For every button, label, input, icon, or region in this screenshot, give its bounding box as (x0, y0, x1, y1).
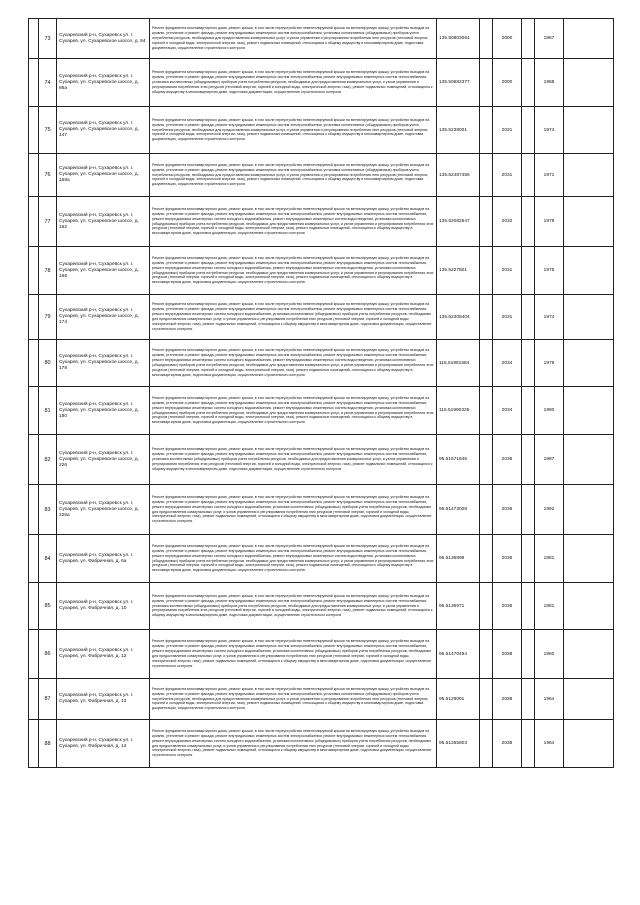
blank-cell (522, 485, 535, 535)
blank-cell (522, 583, 535, 630)
works-description-cell: Ремонт фундамента многоквартирного дома, ремонт крыши, в том числе переустройство невентилируемой крыши на вентилируемую крышу, устройство выходов на кровлю, утепление и ремонт фасада, ремонт внутридомовых инженерных систем электроснабжения, установка коллективных (общедомовых) приборов учета потребления ресурсов, необходимых для предоставления коммунальных услуг, и узлов управления и регулирования потребления этих ресурсов (тепловой энергии, горячей и холодной воды, электрической энергии, газа), ремонт подвальных помещений, относящихся к общему имуществу в многоквартирном доме, подготовка документации, осуществление строительного контроля (150, 19, 437, 59)
blank-cell (480, 435, 493, 485)
area-cell: 115.51990325 (437, 387, 480, 435)
planned-year-cell: 2000 (493, 19, 522, 59)
row-number: 82 (39, 435, 57, 485)
planned-year-cell: 2032 (493, 197, 522, 247)
table-row (29, 340, 614, 387)
table-row (29, 387, 614, 435)
blank-cell (522, 197, 535, 247)
blank-cell (480, 583, 493, 630)
blank-cell (522, 340, 535, 387)
address-cell: Сухаревский р-н, Сухаревск ул. г. Сухарев, ул. Сухаревское шоссе, д. 86а (57, 59, 150, 107)
area-cell: 135.5227801 (437, 247, 480, 295)
works-description-cell: Ремонт фундамента многоквартирного дома, ремонт крыши, в том числе переустройство невентилируемой крыши на вентилируемую крышу, устройство выходов на кровлю, утепление и ремонт фасада, ремонт внутридомовых инженерных систем электроснабжения, ремонт внутридомовых инженерных систем теплоснабжения, ремонт внутридомовых инженерных систем холодного водоснабжения, установка коллективных (общедомовых) приборов учета потребления ресурсов, необходимых для предоставления коммунальных услуг, и узлов управления и регулирования потребления этих ресурсов (тепловой энергии, горячей и холодной воды, электрической энергии, газа), ремонт подвальных помещений, относящихся к общему имуществу в многоквартирном доме, подготовка документации, осуществление строительного контроля (150, 295, 437, 340)
address-cell: Сухаревский р-н, Сухаревск ул. г. Сухарев, ул. Сухаревское шоссе, д. 180 (57, 387, 150, 435)
left-margin-cell (29, 720, 39, 768)
address-cell: Сухаревский р-н, Сухаревск ул. г. Сухарев, ул. Фабричная, д. 13 (57, 679, 150, 720)
works-description-cell: Ремонт фундамента многоквартирного дома, ремонт крыши, в том числе переустройство невентилируемой крыши на вентилируемую крышу, устройство выходов на кровлю, утепление и ремонт фасада, ремонт внутридомовых инженерных систем электроснабжения, установка коллективных (общедомовых) приборов учета потребления ресурсов, необходимых для предоставления коммунальных услуг, и узлов управления и регулирования потребления этих ресурсов (тепловой энергии, горячей и холодной воды, электрической энергии, газа), ремонт подвальных помещений, относящихся к общему имуществу в многоквартирном доме, подготовка документации, осуществление строительного контроля (150, 154, 437, 197)
blank-cell (564, 387, 614, 435)
area-cell: 95.51473008 (437, 485, 480, 535)
row-number: 75 (39, 107, 57, 154)
blank-cell (522, 59, 535, 107)
table-row (29, 59, 614, 107)
planned-year-cell: 2036 (493, 583, 522, 630)
row-number: 88 (39, 720, 57, 768)
left-margin-cell (29, 340, 39, 387)
address-cell: Сухаревский р-н, Сухаревск ул. г. Сухарев, ул. Сухаревское шоссе, д. 174 (57, 295, 150, 340)
planned-year-cell: 2038 (493, 679, 522, 720)
works-description-cell: Ремонт фундамента многоквартирного дома, ремонт крыши, в том числе переустройство невентилируемой крыши на вентилируемую крышу, устройство выходов на кровлю, утепление и ремонт фасада, ремонт внутридомовых инженерных систем электроснабжения, ремонт внутридомовых инженерных систем теплоснабжения, установка коллективных (общедомовых) приборов учета потребления ресурсов, необходимых для предоставления коммунальных услуг, и узлов управления и регулирования потребления этих ресурсов (тепловой энергии, горячей и холодной воды, электрической энергии, газа), ремонт подвальных помещений, относящихся к общему имуществу в многоквартирном доме, подготовка документации, осуществление строительного контроля (150, 59, 437, 107)
planned-year-cell: 2034 (493, 387, 522, 435)
blank-cell (480, 387, 493, 435)
built-year-cell: 1979 (535, 340, 564, 387)
address-cell: Сухаревский р-н, Сухаревск ул. г. Сухарев, ул. Фабричная, д. 12 (57, 630, 150, 679)
row-number: 73 (39, 19, 57, 59)
blank-cell (480, 19, 493, 59)
built-year-cell: 1974 (535, 295, 564, 340)
area-cell: 135.5238001 (437, 107, 480, 154)
address-cell: Сухаревский р-н, Сухаревск ул. г. Сухарев, ул. Фабричная, д. 6а (57, 535, 150, 583)
planned-year-cell: 2031 (493, 247, 522, 295)
left-margin-cell (29, 59, 39, 107)
blank-cell (522, 435, 535, 485)
row-number: 79 (39, 295, 57, 340)
address-cell: Сухаревский р-н, Сухаревск ул. г. Сухарев, ул. Сухаревское шоссе, д. 178 (57, 340, 150, 387)
row-number: 83 (39, 485, 57, 535)
address-cell: Сухаревский р-н, Сухаревск ул. г. Сухарев, ул. Сухаревское шоссе, д. 158а (57, 154, 150, 197)
row-number: 74 (39, 59, 57, 107)
blank-cell (564, 295, 614, 340)
address-cell: Сухаревский р-н, Сухаревск ул. г. Сухарев, ул. Фабричная, д. 14 (57, 720, 150, 768)
built-year-cell: 1992 (535, 485, 564, 535)
table-row (29, 679, 614, 720)
table-row (29, 19, 614, 59)
area-cell: 115.51981584 (437, 340, 480, 387)
row-number: 77 (39, 197, 57, 247)
table-row (29, 583, 614, 630)
left-margin-cell (29, 679, 39, 720)
planned-year-cell: 2031 (493, 295, 522, 340)
works-description-cell: Ремонт фундамента многоквартирного дома, ремонт крыши, в том числе переустройство невентилируемой крыши на вентилируемую крышу, устройство выходов на кровлю, утепление и ремонт фасада, ремонт внутридомовых инженерных систем электроснабжения, ремонт внутридомовых инженерных систем теплоснабжения, ремонт внутридомовых инженерных систем холодного водоснабжения, ремонт внутридомовых инженерных систем водоотведения, установка коллективных (общедомовых) приборов учета потребления ресурсов, необходимых для предоставления коммунальных услуг, и узлов управления и регулирования потребления этих ресурсов (тепловой энергии, горячей и холодной воды, электрической энергии, газа), ремонт подвальных помещений, относящихся к общему имуществу в многоквартирном доме, подготовка документации, осуществление строительного контроля (150, 340, 437, 387)
works-description-cell: Ремонт фундамента многоквартирного дома, ремонт крыши, в том числе переустройство невентилируемой крыши на вентилируемую крышу, устройство выходов на кровлю, утепление и ремонт фасада, ремонт внутридомовых инженерных систем электроснабжения, ремонт внутридомовых инженерных систем теплоснабжения, ремонт внутридомовых инженерных систем холодного водоснабжения, ремонт внутридомовых инженерных систем водоотведения, установка коллективных (общедомовых) приборов учета потребления ресурсов, необходимых для предоставления коммунальных услуг, и узлов управления и регулирования потребления этих ресурсов (тепловой энергии, горячей и холодной воды, электрической энергии, газа), ремонт подвальных помещений, относящихся к общему имуществу в многоквартирном доме, подготовка документации, осуществление строительного контроля (150, 197, 437, 247)
works-description-cell: Ремонт фундамента многоквартирного дома, ремонт крыши, в том числе переустройство невентилируемой крыши на вентилируемую крышу, устройство выходов на кровлю, утепление и ремонт фасада, ремонт внутридомовых инженерных систем электроснабжения, ремонт внутридомовых инженерных систем теплоснабжения, ремонт внутридомовых инженерных систем холодного водоснабжения, установка коллективных (общедомовых) приборов учета потребления ресурсов, необходимых для предоставления коммунальных услуг, и узлов управления и регулирования потребления этих ресурсов (тепловой энергии, горячей и холодной воды, электрической энергии, газа), ремонт подвальных помещений, относящихся к общему имуществу в многоквартирном доме, подготовка документации, осуществление строительного контроля (150, 630, 437, 679)
row-number: 87 (39, 679, 57, 720)
built-year-cell: 1964 (535, 679, 564, 720)
built-year-cell: 1968 (535, 59, 564, 107)
blank-cell (522, 247, 535, 295)
blank-cell (480, 535, 493, 583)
blank-cell (522, 720, 535, 768)
blank-cell (480, 630, 493, 679)
address-cell: Сухаревский р-н, Сухаревск ул. г. Сухарев, ул. Сухаревское шоссе, д. 84 (57, 19, 150, 59)
blank-cell (480, 154, 493, 197)
row-number: 86 (39, 630, 57, 679)
blank-cell (564, 720, 614, 768)
works-description-cell: Ремонт фундамента многоквартирного дома, ремонт крыши, в том числе переустройство невентилируемой крыши на вентилируемую крышу, устройство выходов на кровлю, утепление и ремонт фасада, ремонт внутридомовых инженерных систем электроснабжения, ремонт внутридомовых инженерных систем теплоснабжения, ремонт внутридомовых инженерных систем холодного водоснабжения, ремонт внутридомовых инженерных систем водоотведения, установка коллективных (общедомовых) приборов учета потребления ресурсов, необходимых для предоставления коммунальных услуг, и узлов управления и регулирования потребления этих ресурсов (тепловой энергии, горячей и холодной воды, электрической энергии, газа), ремонт подвальных помещений, относящихся к общему имуществу в многоквартирном доме, подготовка документации, осуществление строительного контроля (150, 387, 437, 435)
planned-year-cell: 2038 (493, 720, 522, 768)
left-margin-cell (29, 435, 39, 485)
built-year-cell: 1964 (535, 720, 564, 768)
planned-year-cell: 2038 (493, 630, 522, 679)
blank-cell (564, 583, 614, 630)
area-cell: 135.52082547 (437, 197, 480, 247)
area-cell: 135.52308404 (437, 295, 480, 340)
blank-cell (564, 19, 614, 59)
table-row (29, 435, 614, 485)
blank-cell (522, 387, 535, 435)
works-description-cell: Ремонт фундамента многоквартирного дома, ремонт крыши, в том числе переустройство невентилируемой крыши на вентилируемую крышу, устройство выходов на кровлю, утепление и ремонт фасада, ремонт внутридомовых инженерных систем электроснабжения, ремонт внутридомовых инженерных систем теплоснабжения, установка коллективных (общедомовых) приборов учета потребления ресурсов, необходимых для предоставления коммунальных услуг, и узлов управления и регулирования потребления этих ресурсов (тепловой энергии, горячей и холодной воды, электрической энергии, газа), ремонт подвальных помещений, относящихся к общему имуществу в многоквартирном доме, подготовка документации, осуществление строительного контроля (150, 435, 437, 485)
left-margin-cell (29, 197, 39, 247)
planned-year-cell: 2031 (493, 154, 522, 197)
address-cell: Сухаревский р-н, Сухаревск ул. г. Сухарев, ул. Сухаревское шоссе, д. 226 (57, 435, 150, 485)
built-year-cell: 1978 (535, 197, 564, 247)
built-year-cell: 1967 (535, 19, 564, 59)
table-row (29, 295, 614, 340)
works-description-cell: Ремонт фундамента многоквартирного дома, ремонт крыши, в том числе переустройство невентилируемой крыши на вентилируемую крышу, устройство выходов на кровлю, утепление и ремонт фасада, ремонт внутридомовых инженерных систем электроснабжения, ремонт внутридомовых инженерных систем теплоснабжения, ремонт внутридомовых инженерных систем холодного водоснабжения, установка коллективных (общедомовых) приборов учета потребления ресурсов, необходимых для предоставления коммунальных услуг, и узлов управления и регулирования потребления этих ресурсов (тепловой энергии, горячей и холодной воды, электрической энергии, газа), ремонт подвальных помещений, относящихся к общему имуществу в многоквартирном доме, подготовка документации, осуществление строительного контроля (150, 485, 437, 535)
blank-cell (480, 340, 493, 387)
area-cell: 95.5129001 (437, 679, 480, 720)
left-margin-cell (29, 387, 39, 435)
area-cell: 135.52487456 (437, 154, 480, 197)
blank-cell (480, 59, 493, 107)
area-cell: 95.51265803 (437, 720, 480, 768)
blank-cell (522, 19, 535, 59)
table-row (29, 154, 614, 197)
area-cell: 135.50803064 (437, 19, 480, 59)
built-year-cell: 1971 (535, 154, 564, 197)
left-margin-cell (29, 107, 39, 154)
area-cell: 95.5136898 (437, 535, 480, 583)
built-year-cell: 1981 (535, 535, 564, 583)
blank-cell (564, 485, 614, 535)
blank-cell (480, 679, 493, 720)
blank-cell (564, 154, 614, 197)
blank-cell (564, 197, 614, 247)
blank-cell (564, 679, 614, 720)
table-row (29, 720, 614, 768)
planned-year-cell: 2036 (493, 535, 522, 583)
blank-cell (564, 630, 614, 679)
address-cell: Сухаревский р-н, Сухаревск ул. г. Сухарев, ул. Сухаревское шоссе, д. 147 (57, 107, 150, 154)
row-number: 78 (39, 247, 57, 295)
area-cell: 95.51470494 (437, 630, 480, 679)
row-number: 76 (39, 154, 57, 197)
row-number: 84 (39, 535, 57, 583)
works-description-cell: Ремонт фундамента многоквартирного дома, ремонт крыши, в том числе переустройство невентилируемой крыши на вентилируемую крышу, устройство выходов на кровлю, утепление и ремонт фасада, ремонт внутридомовых инженерных систем электроснабжения, ремонт внутридомовых инженерных систем теплоснабжения, ремонт внутридомовых инженерных систем холодного водоснабжения, ремонт внутридомовых инженерных систем водоотведения, установка коллективных (общедомовых) приборов учета потребления ресурсов, необходимых для предоставления коммунальных услуг, и узлов управления и регулирования потребления этих ресурсов (тепловой энергии, горячей и холодной воды, электрической энергии, газа), ремонт подвальных помещений, относящихся к общему имуществу в многоквартирном доме, подготовка документации, осуществление строительного контроля (150, 535, 437, 583)
works-description-cell: Ремонт фундамента многоквартирного дома, ремонт крыши, в том числе переустройство невентилируемой крыши на вентилируемую крышу, устройство выходов на кровлю, утепление и ремонт фасада, ремонт внутридомовых инженерных систем электроснабжения, установка коллективных (общедомовых) приборов учета потребления ресурсов, необходимых для предоставления коммунальных услуг, и узлов управления и регулирования потребления этих ресурсов (тепловой энергии, горячей и холодной воды, электрической энергии, газа), ремонт подвальных помещений, относящихся к общему имуществу в многоквартирном доме, подготовка документации, осуществление строительного контроля (150, 107, 437, 154)
left-margin-cell (29, 19, 39, 59)
left-margin-cell (29, 583, 39, 630)
area-cell: 95.5136971 (437, 583, 480, 630)
blank-cell (564, 59, 614, 107)
left-margin-cell (29, 247, 39, 295)
blank-cell (480, 107, 493, 154)
table-row (29, 197, 614, 247)
left-margin-cell (29, 630, 39, 679)
blank-cell (522, 679, 535, 720)
built-year-cell: 1974 (535, 107, 564, 154)
works-description-cell: Ремонт фундамента многоквартирного дома, ремонт крыши, в том числе переустройство невентилируемой крыши на вентилируемую крышу, устройство выходов на кровлю, утепление и ремонт фасада, ремонт внутридомовых инженерных систем электроснабжения, ремонт внутридомовых инженерных систем теплоснабжения, установка коллективных (общедомовых) приборов учета потребления ресурсов, необходимых для предоставления коммунальных услуг, и узлов управления и регулирования потребления этих ресурсов (тепловой энергии, горячей и холодной воды, электрической энергии, газа), ремонт подвальных помещений, относящихся к общему имуществу в многоквартирном доме, подготовка документации, осуществление строительного контроля (150, 583, 437, 630)
planned-year-cell: 2000 (493, 59, 522, 107)
blank-cell (564, 247, 614, 295)
planned-year-cell: 2036 (493, 435, 522, 485)
address-cell: Сухаревский р-н, Сухаревск ул. г. Сухарев, ул. Сухаревское шоссе, д. 226а (57, 485, 150, 535)
planned-year-cell: 2034 (493, 340, 522, 387)
table-row (29, 247, 614, 295)
built-year-cell: 1981 (535, 583, 564, 630)
address-cell: Сухаревский р-н, Сухаревск ул. г. Сухарев, ул. Сухаревское шоссе, д. 166 (57, 247, 150, 295)
blank-cell (522, 107, 535, 154)
table-row (29, 107, 614, 154)
row-number: 81 (39, 387, 57, 435)
area-cell: 135.50682377 (437, 59, 480, 107)
left-margin-cell (29, 295, 39, 340)
works-description-cell: Ремонт фундамента многоквартирного дома, ремонт крыши, в том числе переустройство невентилируемой крыши на вентилируемую крышу, устройство выходов на кровлю, утепление и ремонт фасада, ремонт внутридомовых инженерных систем электроснабжения, ремонт внутридомовых инженерных систем теплоснабжения, ремонт внутридомовых инженерных систем холодного водоснабжения, установка коллективных (общедомовых) приборов учета потребления ресурсов, необходимых для предоставления коммунальных услуг, и узлов управления и регулирования потребления этих ресурсов (тепловой энергии, горячей и холодной воды, электрической энергии, газа), ремонт подвальных помещений, относящихся к общему имуществу в многоквартирном доме, подготовка документации, осуществление строительного контроля (150, 720, 437, 768)
blank-cell (480, 197, 493, 247)
built-year-cell: 1987 (535, 435, 564, 485)
table-row (29, 535, 614, 583)
blank-cell (522, 630, 535, 679)
planned-year-cell: 2031 (493, 107, 522, 154)
blank-cell (522, 295, 535, 340)
blank-cell (480, 247, 493, 295)
left-margin-cell (29, 535, 39, 583)
blank-cell (480, 295, 493, 340)
blank-cell (522, 535, 535, 583)
blank-cell (564, 435, 614, 485)
blank-cell (564, 107, 614, 154)
table-row (29, 485, 614, 535)
left-margin-cell (29, 154, 39, 197)
blank-cell (480, 720, 493, 768)
table-row (29, 630, 614, 679)
row-number: 80 (39, 340, 57, 387)
left-margin-cell (29, 485, 39, 535)
blank-cell (564, 535, 614, 583)
built-year-cell: 1980 (535, 387, 564, 435)
area-cell: 95.51671846 (437, 435, 480, 485)
works-description-cell: Ремонт фундамента многоквартирного дома, ремонт крыши, в том числе переустройство невентилируемой крыши на вентилируемую крышу, устройство выходов на кровлю, утепление и ремонт фасада, ремонт внутридомовых инженерных систем электроснабжения, ремонт внутридомовых инженерных систем теплоснабжения, ремонт внутридомовых инженерных систем холодного водоснабжения, ремонт внутридомовых инженерных систем водоотведения, установка коллективных (общедомовых) приборов учета потребления ресурсов, необходимых для предоставления коммунальных услуг, и узлов управления и регулирования потребления этих ресурсов (тепловой энергии, горячей и холодной воды, электрической энергии, газа), ремонт подвальных помещений, относящихся к общему имуществу в многоквартирном доме, подготовка документации, осуществление строительного контроля (150, 247, 437, 295)
planned-year-cell: 2036 (493, 485, 522, 535)
repair-plan-table (28, 18, 614, 768)
blank-cell (564, 340, 614, 387)
built-year-cell: 1960 (535, 630, 564, 679)
works-description-cell: Ремонт фундамента многоквартирного дома, ремонт крыши, в том числе переустройство невентилируемой крыши на вентилируемую крышу, устройство выходов на кровлю, утепление и ремонт фасада, ремонт внутридомовых инженерных систем электроснабжения, установка коллективных (общедомовых) приборов учета потребления ресурсов, необходимых для предоставления коммунальных услуг, и узлов управления и регулирования потребления этих ресурсов (тепловой энергии, горячей и холодной воды, электрической энергии, газа), ремонт подвальных помещений, относящихся к общему имуществу в многоквартирном доме, подготовка документации, осуществление строительного контроля (150, 679, 437, 720)
address-cell: Сухаревский р-н, Сухаревск ул. г. Сухарев, ул. Сухаревское шоссе, д. 162 (57, 197, 150, 247)
built-year-cell: 1975 (535, 247, 564, 295)
blank-cell (522, 154, 535, 197)
blank-cell (480, 485, 493, 535)
row-number: 85 (39, 583, 57, 630)
address-cell: Сухаревский р-н, Сухаревск ул. г. Сухарев, ул. Фабричная, д. 10 (57, 583, 150, 630)
